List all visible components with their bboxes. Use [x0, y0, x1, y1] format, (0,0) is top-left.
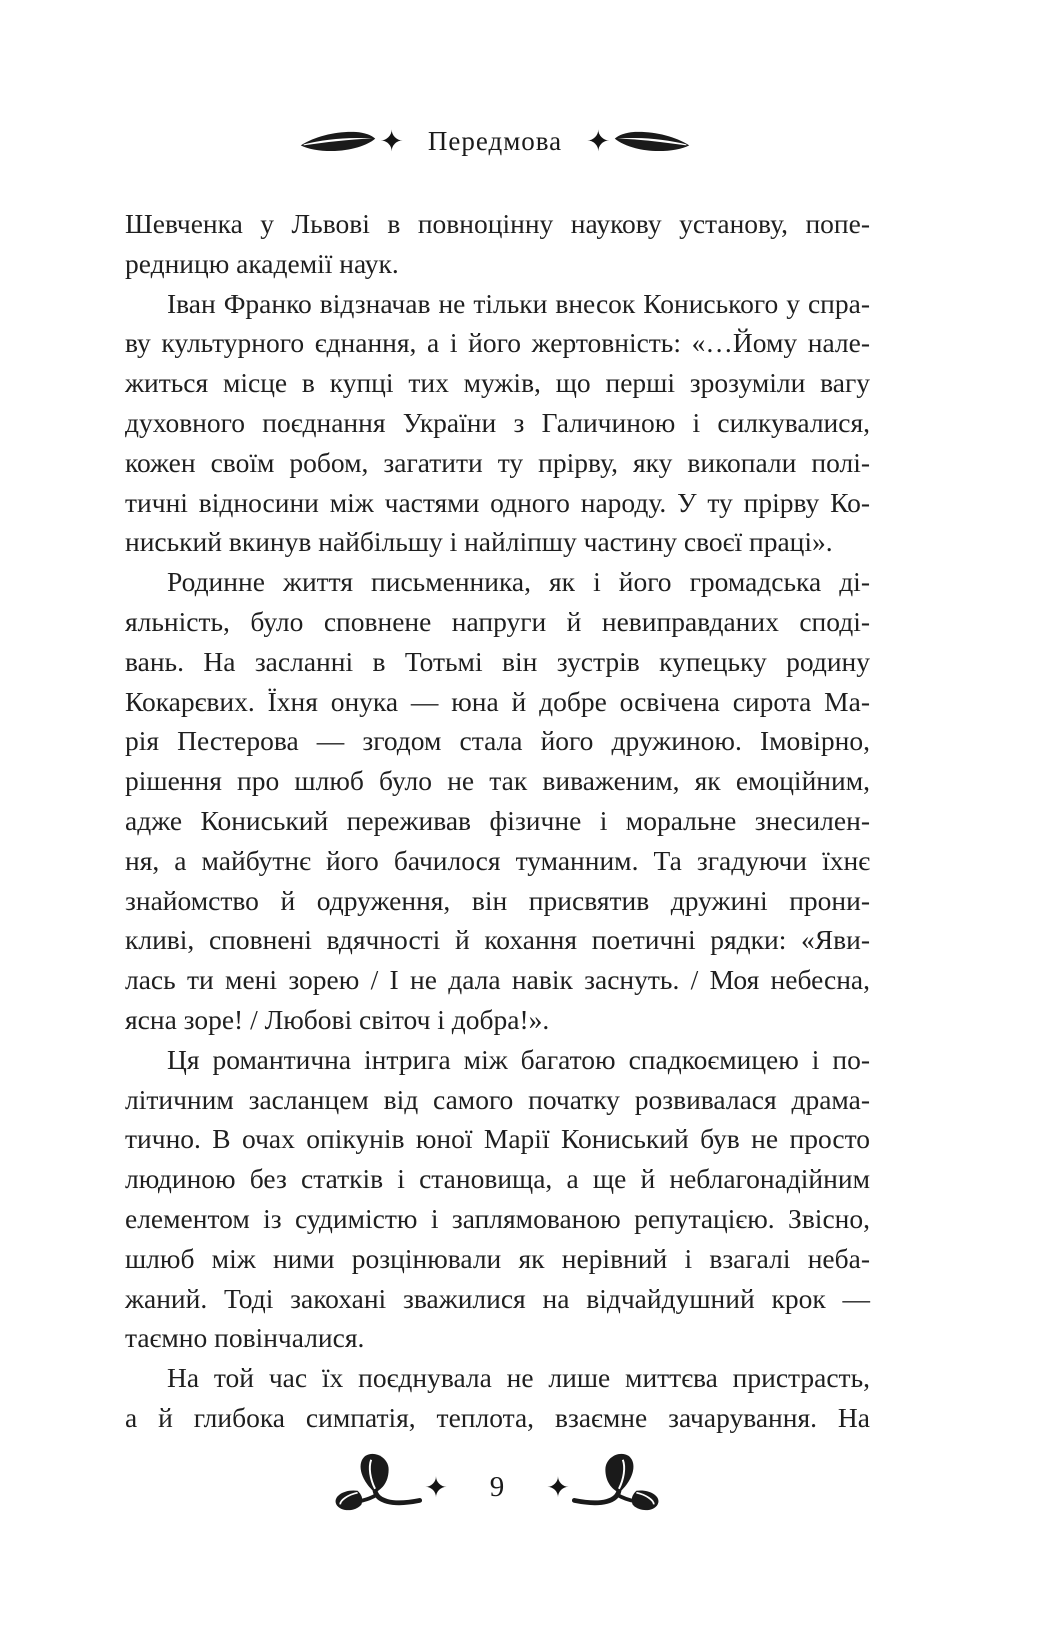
text-line: Ця романтична інтрига між багатою спадкоємицею і по-: [167, 1043, 870, 1075]
paragraph: [125, 1040, 870, 1358]
text-line: ня, а майбутнє його бачилося туманним. Та згадуючи їхнє: [125, 844, 870, 876]
text-line: яльність, було сповнене напруги й невиправданих споді-: [125, 605, 870, 637]
text-line: а й глибока симпатія, теплота, взаємне зачарування. На: [125, 1401, 870, 1433]
text-line: духовного поєднання України з Галичиною і силкувалися,: [125, 406, 870, 438]
text-line: знайомство й одруження, він присвятив дружині прони-: [125, 884, 870, 916]
text-line: житься місце в купці тих мужів, що перші зрозуміли вагу: [125, 367, 870, 399]
text-line: лась ти мені зорею / І не дала навік заснуть. / Моя небесна,: [125, 964, 870, 996]
text-line: кожен своїм робом, загатити ту прірву, яку викопали полі-: [125, 446, 870, 478]
text-line: Шевченка у Львові в повноцінну наукову установу, попе-: [125, 208, 870, 239]
text-line: рішення про шлюб було не так виваженим, як емоційним,: [125, 765, 870, 797]
paragraph: [125, 284, 870, 563]
four-pointed-star-icon: ✦: [379, 123, 404, 158]
text-line: жаний. Тоді закохані зважилися на відчайдушний крок —: [125, 1282, 870, 1314]
text-line: таємно повінчалися.: [125, 1322, 365, 1354]
text-line: ниський вкинув найбільшу і найліпшу частину своєї праці».: [125, 526, 833, 558]
four-pointed-star-icon: ✦: [586, 123, 611, 158]
text-line: адже Кониський переживав фізичне і моральне знесилен-: [125, 804, 870, 836]
text-line: літичним засланцем від самого початку розвивалася драма-: [125, 1083, 870, 1115]
leaf-ornament-icon: [614, 131, 690, 152]
sprig-ornament-icon: [332, 1452, 422, 1514]
page-footer: [0, 1450, 1040, 1516]
text-line: тичні відносини між частями одного народу. У ту прірву Ко-: [125, 486, 870, 518]
four-pointed-star-icon: ✦: [424, 1471, 448, 1504]
text-line: людиною без статків і становища, а ще й неблагонадійним: [125, 1163, 870, 1195]
sprig-ornament-icon: [572, 1452, 662, 1514]
paragraph: [125, 204, 870, 284]
leaf-ornament-icon: [300, 131, 376, 152]
text-line: Родинне життя письменника, як і його громадська ді-: [167, 566, 870, 598]
running-header: [0, 120, 1040, 162]
text-line: шлюб між ними розцінювали як нерівний і взагалі неба-: [125, 1242, 870, 1274]
text-line: редницю академії наук.: [125, 247, 399, 279]
text-line: кливі, сповнені вдячності й кохання поетичні рядки: «Яви-: [125, 924, 870, 956]
body-text: [125, 204, 870, 1438]
text-line: рія Пестерова — згодом стала його дружиною. Імовірно,: [125, 725, 870, 757]
page-number: 9: [489, 1470, 505, 1503]
four-pointed-star-icon: ✦: [546, 1471, 570, 1504]
text-line: ясна зоре! / Любові світоч і добра!».: [125, 1003, 550, 1035]
text-line: Кокарєвих. Їхня онука — юна й добре освічена сирота Ма-: [125, 685, 870, 717]
text-line: вань. На засланні в Тотьмі він зустрів купецьку родину: [125, 645, 870, 677]
text-line: Іван Франко відзначав не тільки внесок Кониського у спра-: [167, 287, 870, 319]
text-line: елементом із судимістю і заплямованою репутацією. Звісно,: [125, 1202, 870, 1234]
text-line: тично. В очах опікунів юної Марії Кониський був не просто: [125, 1123, 870, 1155]
text-line: ву культурного єднання, а і його жертовність: «…Йому нале-: [125, 327, 870, 359]
text-line: На той час їх поєднувала не лише миттєва пристрасть,: [167, 1362, 870, 1394]
paragraph: [125, 1358, 870, 1438]
paragraph: [125, 562, 870, 1040]
chapter-title: Передмова: [427, 125, 563, 156]
